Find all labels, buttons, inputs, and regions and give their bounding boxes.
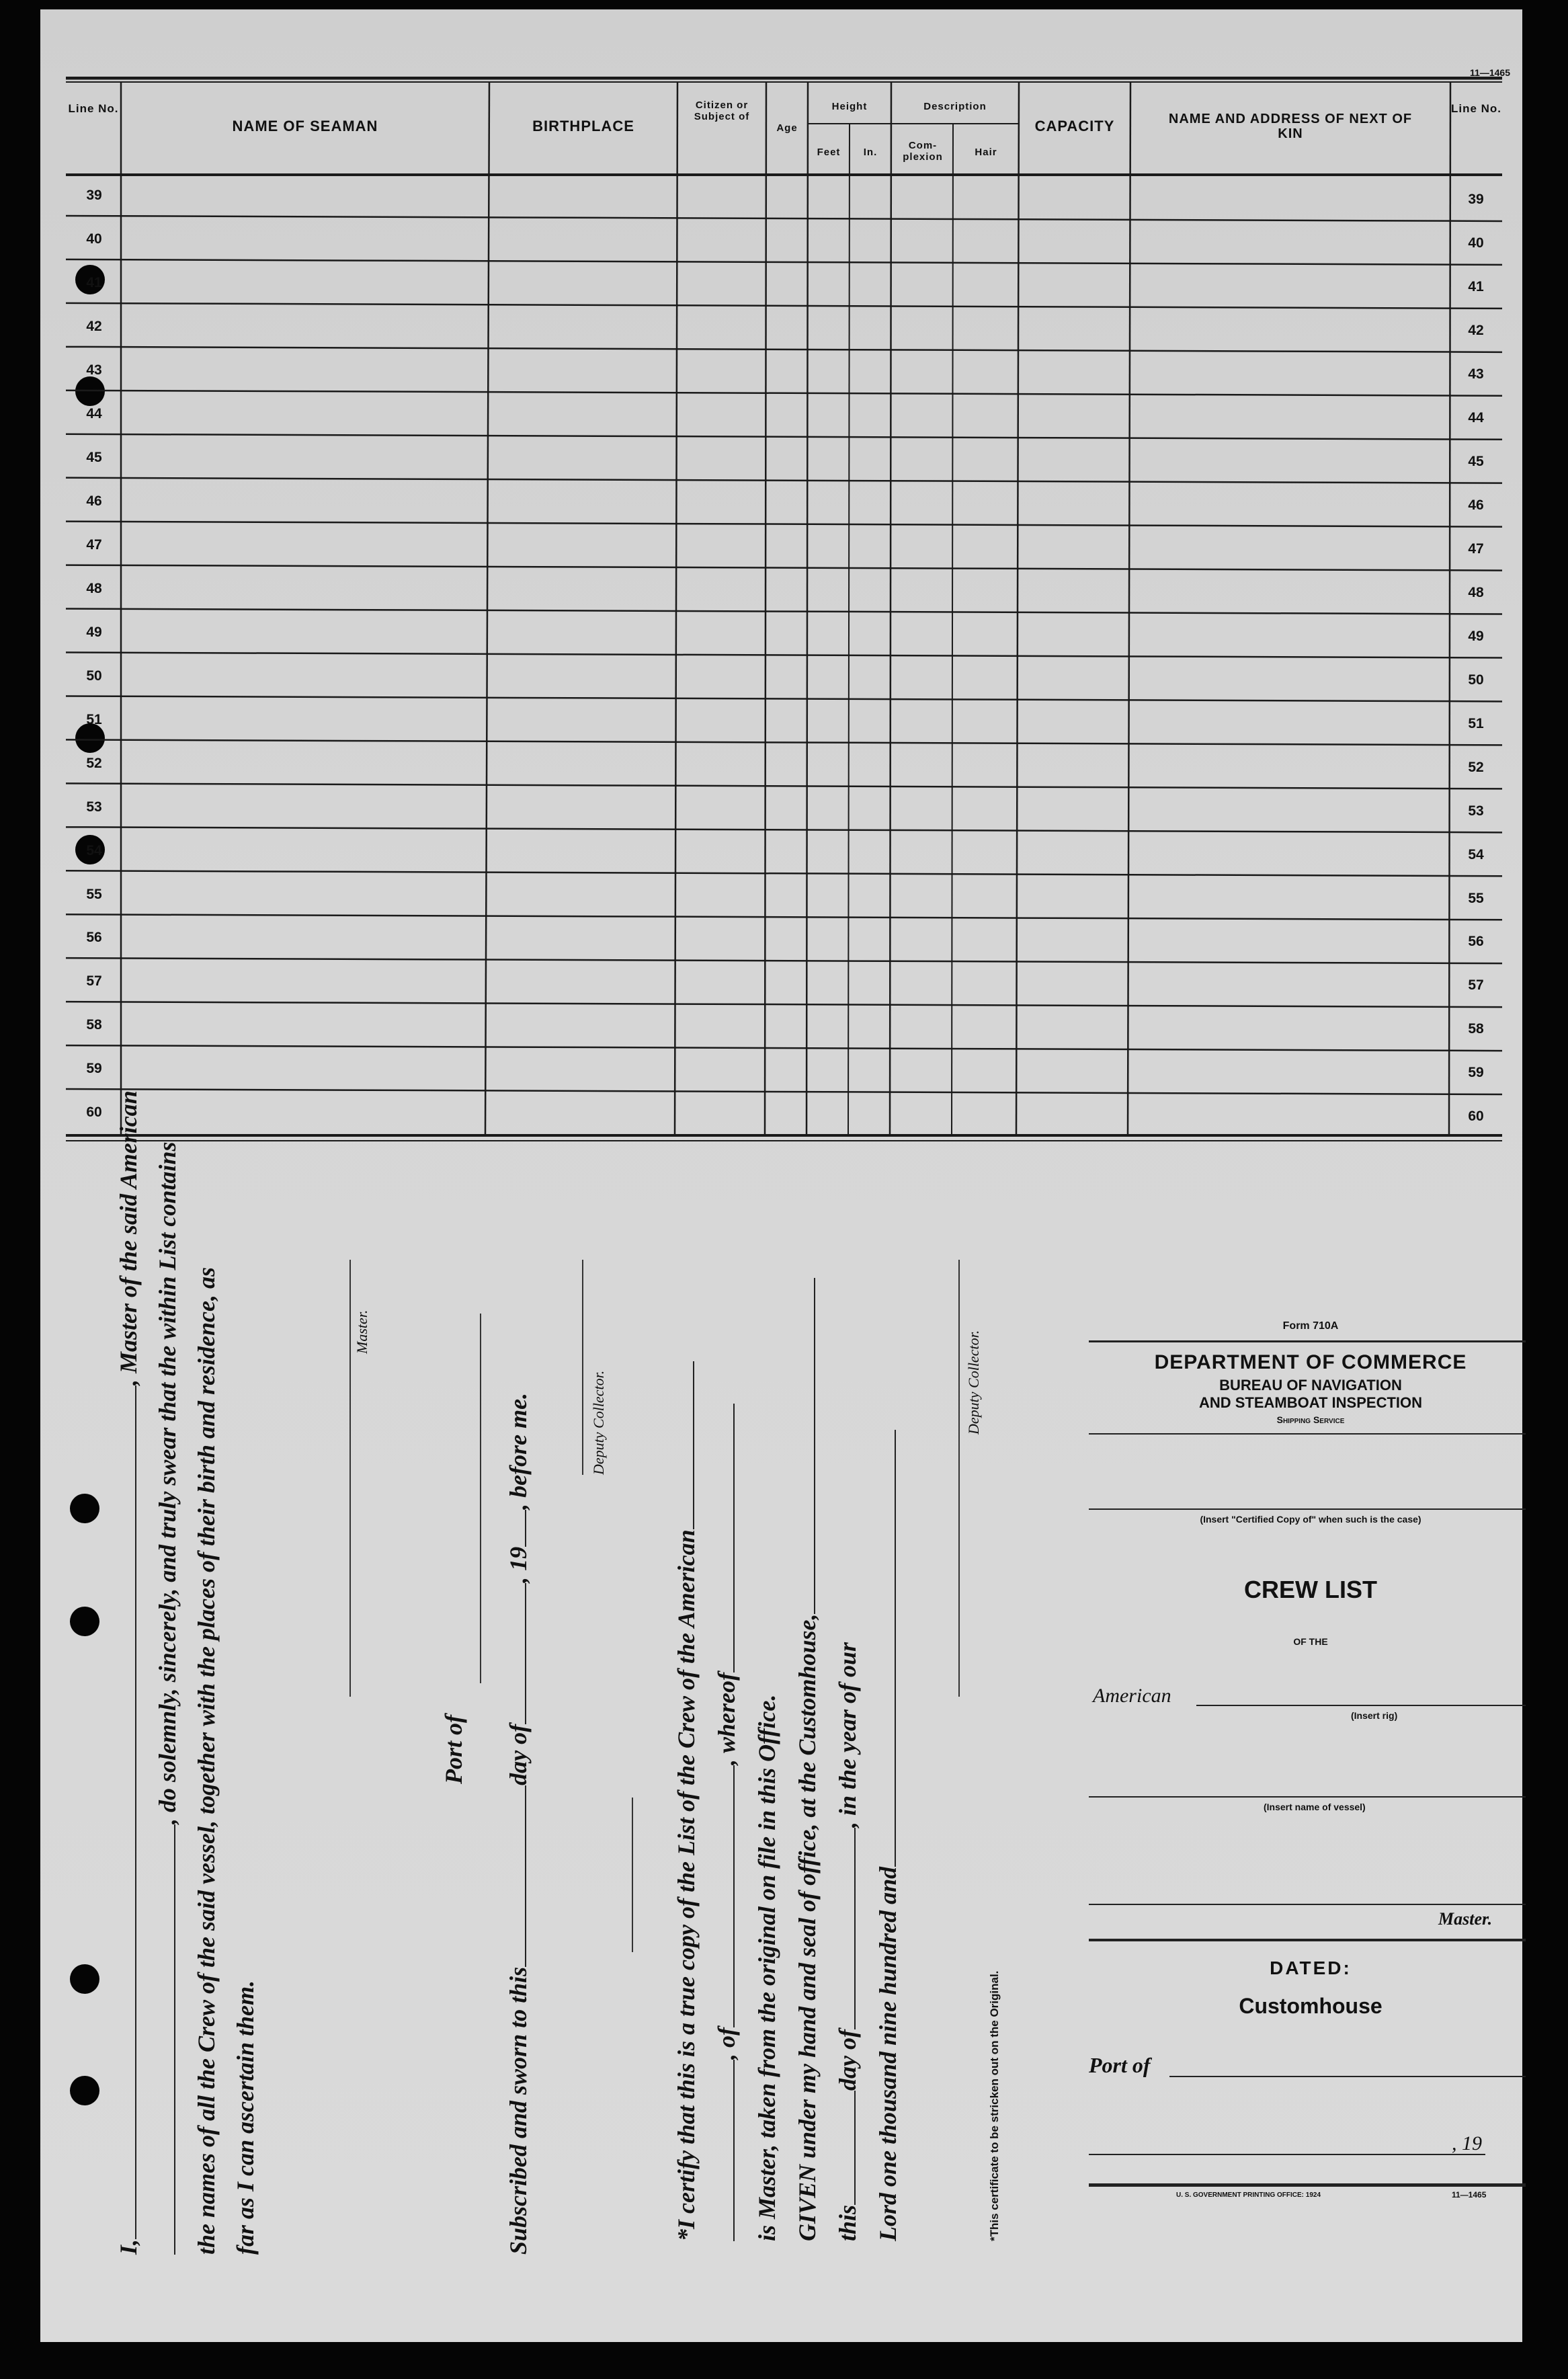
line-number-left: 52	[86, 755, 102, 771]
row-rule	[66, 871, 1502, 876]
port-of-label: Port of	[440, 1715, 467, 1784]
line-number-right: 56	[1468, 934, 1484, 950]
crew-list-sheet	[40, 9, 1522, 2342]
line-number-right: 42	[1468, 323, 1484, 339]
line-number-right: 55	[1468, 890, 1484, 906]
line-number-right: 59	[1468, 1065, 1484, 1081]
cover-top-rule	[1089, 1340, 1526, 1342]
crew-table	[66, 77, 1502, 1142]
row-rule	[66, 434, 1502, 440]
line-number-right: 40	[1468, 235, 1484, 251]
table-grid	[66, 77, 1502, 1142]
oath-line-2: , do solemnly, sincerely, and truly swear that the within List contains	[153, 1142, 181, 2255]
row-rule	[66, 522, 1502, 527]
cover-port-line	[1169, 2076, 1526, 2077]
certificate-line-2: , of, whereof	[712, 1404, 741, 2241]
line-number-left: 39	[86, 188, 102, 204]
department-title: DEPARTMENT OF COMMERCE	[1154, 1351, 1467, 1373]
certificate-line-6: Lord one thousand nine hundred and	[874, 1430, 902, 2241]
insert-rig-note: (Insert rig)	[1351, 1710, 1398, 1721]
line-number-left: 53	[86, 799, 102, 815]
line-number-left: 45	[86, 449, 102, 465]
line-number-left: 51	[86, 711, 102, 727]
line-number-right: 52	[1468, 759, 1484, 775]
line-number-right: 51	[1468, 715, 1484, 731]
master-signature-line	[349, 1260, 351, 1697]
row-rule	[66, 478, 1502, 483]
vessel-name-line	[1089, 1796, 1526, 1798]
oath-line-4: far as I can ascertain them.	[232, 1980, 259, 2255]
header-inches: In.	[863, 147, 878, 158]
certificate-deputy-signature-line	[958, 1260, 960, 1697]
crew-list-title: CREW LIST	[1244, 1576, 1377, 1603]
line-number-right: 46	[1468, 497, 1484, 513]
row-rule	[66, 1002, 1502, 1007]
header-next-of-kin: NAME AND ADDRESS OF NEXT OF KIN	[1168, 112, 1413, 141]
line-number-right: 50	[1468, 672, 1484, 688]
line-number-left: 43	[86, 362, 102, 378]
deputy-signature-line	[582, 1260, 583, 1475]
cover-port-of-label: Port of	[1089, 2053, 1151, 2077]
line-number-left: 55	[86, 886, 102, 902]
row-rule	[66, 783, 1502, 789]
certificate-line-5: thisday of, in the year of our	[834, 1642, 861, 2241]
oath-line-1: I,, Master of the said American	[115, 1090, 142, 2255]
header-line-no: Line No.	[68, 102, 119, 115]
cover-rule-3	[1089, 1939, 1526, 1941]
oath-line-3: the names of all the Crew of the said vessel, together with the places of their birth and residence, as	[193, 1266, 220, 2255]
line-number-left: 49	[86, 624, 102, 640]
line-number-right: 43	[1468, 366, 1484, 382]
cover-bottom-rule	[1089, 2183, 1526, 2187]
header-citizen-or-subject: Citizen or Subject of	[694, 99, 750, 122]
certificate-line-3: is Master, taken from the original on file in this Office.	[753, 1694, 780, 2241]
line-number-left: 41	[86, 275, 102, 291]
cover-date-line	[1089, 2154, 1485, 2155]
line-number-left: 54	[86, 842, 102, 858]
row-rule	[66, 347, 1502, 352]
printer-number: 11—1465	[1452, 2190, 1487, 2200]
row-rule	[66, 914, 1502, 920]
row-rule	[66, 303, 1502, 309]
deputy-collector-label: Deputy Collector.	[590, 1370, 607, 1475]
printer-imprint: U. S. GOVERNMENT PRINTING OFFICE: 1924	[1176, 2191, 1321, 2199]
line-number-left: 56	[86, 930, 102, 946]
line-number-left: 50	[86, 668, 102, 684]
header-birthplace: BIRTHPLACE	[532, 118, 634, 134]
line-number-right: 39	[1468, 192, 1484, 208]
row-rule	[66, 653, 1502, 658]
line-number-left: 57	[86, 973, 102, 990]
certified-copy-line	[1089, 1508, 1526, 1510]
line-number-right: 41	[1468, 279, 1484, 295]
row-rule	[66, 609, 1502, 614]
header-name-of-seaman: NAME OF SEAMAN	[232, 118, 378, 134]
line-number-right: 54	[1468, 846, 1484, 862]
header-height: Height	[831, 101, 868, 112]
line-number-left: 59	[86, 1061, 102, 1077]
header-hair: Hair	[975, 147, 997, 158]
punch-hole	[70, 2076, 99, 2105]
row-rule	[66, 259, 1502, 265]
line-number-right: 60	[1468, 1108, 1484, 1125]
line-number-right: 57	[1468, 977, 1484, 994]
cover-master-label: Master.	[1438, 1909, 1493, 1929]
line-number-left: 60	[86, 1104, 102, 1121]
insert-certified-note: (Insert "Certified Copy of" when such is the case)	[1200, 1514, 1421, 1525]
certificate-footnote: *This certificate to be stricken out on the Original.	[988, 1970, 1001, 2241]
cover-rule-2	[1089, 1433, 1526, 1435]
row-rule	[66, 565, 1502, 571]
header-feet: Feet	[817, 147, 841, 158]
row-rule	[66, 958, 1502, 963]
rig-line	[1196, 1705, 1526, 1706]
form-number: Form 710A	[1282, 1320, 1339, 1332]
of-the: OF THE	[1293, 1636, 1328, 1647]
punch-hole	[70, 1494, 99, 1523]
line-number-left: 44	[86, 406, 102, 421]
header-description: Description	[923, 101, 987, 112]
cover-panel	[1089, 1320, 1532, 2261]
header-age: Age	[776, 122, 798, 134]
header-capacity: CAPACITY	[1034, 118, 1115, 134]
line-number-right: 58	[1468, 1021, 1484, 1037]
header-complexion: Com-plexion	[903, 140, 943, 163]
line-number-right: 48	[1468, 584, 1484, 600]
subscribed-signature-line	[632, 1798, 633, 1952]
punch-hole	[70, 1607, 99, 1636]
certificate-line-1: *I certify that this is a true copy of the List of the Crew of the American	[672, 1361, 700, 2241]
row-rule	[66, 1089, 1502, 1094]
row-rule	[66, 391, 1502, 396]
line-number-left: 46	[86, 493, 102, 509]
line-number-right: 53	[1468, 803, 1484, 819]
line-number-right: 44	[1468, 410, 1484, 426]
cover-nineteen: , 19	[1452, 2132, 1482, 2154]
row-rule	[66, 1045, 1502, 1051]
line-number-left: 48	[86, 580, 102, 596]
line-number-right: 45	[1468, 453, 1484, 469]
subscribed-line: Subscribed and sworn to thisday of, 19, before me.	[505, 1392, 532, 2255]
row-rule	[66, 216, 1502, 221]
bureau-line-1: BUREAU OF NAVIGATION	[1219, 1377, 1402, 1394]
line-number-left: 47	[86, 536, 102, 553]
master-label: Master.	[354, 1309, 370, 1354]
certificate-deputy-collector-label: Deputy Collector.	[965, 1330, 982, 1435]
american-label: American	[1093, 1685, 1171, 1707]
header-line-no-right: Line No.	[1450, 102, 1502, 115]
master-line	[1089, 1904, 1526, 1905]
certificate-line-4: GIVEN under my hand and seal of office, at the Customhouse,	[793, 1278, 821, 2241]
row-rule	[66, 827, 1502, 832]
line-number-left: 42	[86, 319, 102, 335]
bureau-line-2: AND STEAMBOAT INSPECTION	[1198, 1394, 1423, 1411]
form-number-top: 11—1465	[1470, 67, 1510, 78]
dated-label: DATED:	[1270, 1958, 1352, 1978]
line-number-right: 47	[1468, 540, 1484, 557]
row-rule	[66, 739, 1502, 745]
line-number-right: 49	[1468, 628, 1484, 644]
line-number-left: 40	[86, 231, 102, 247]
row-rule	[66, 696, 1502, 701]
punch-hole	[70, 1964, 99, 1994]
shipping-service: Shipping Service	[1276, 1414, 1345, 1425]
line-number-left: 58	[86, 1017, 102, 1033]
insert-vessel-note: (Insert name of vessel)	[1264, 1802, 1366, 1812]
customhouse-label: Customhouse	[1239, 1994, 1383, 2018]
port-of-line	[480, 1314, 481, 1683]
